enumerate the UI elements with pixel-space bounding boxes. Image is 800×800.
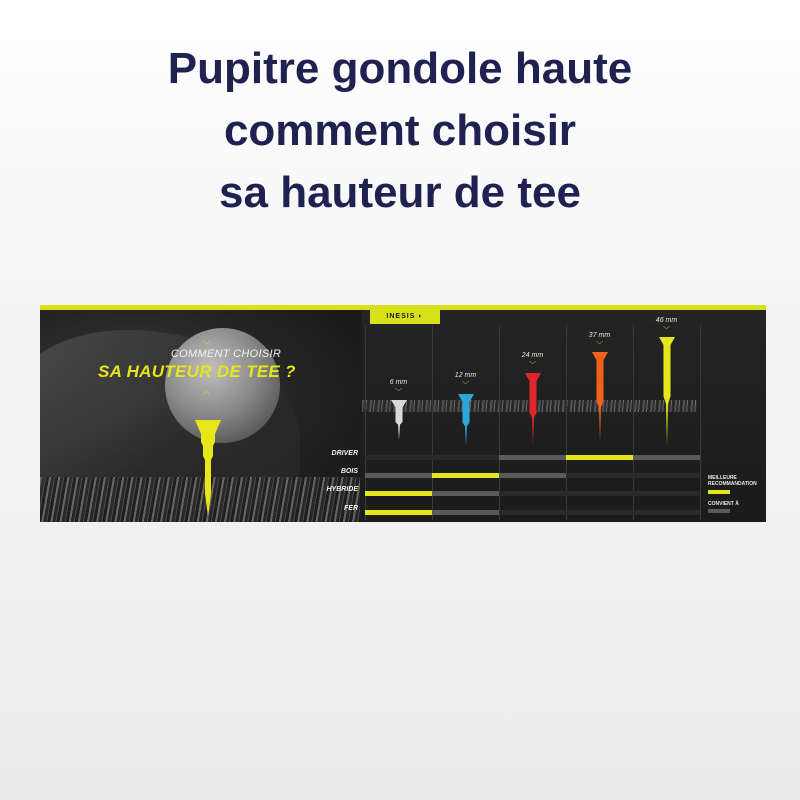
chevron-down-icon: ﹀ [462,382,469,389]
comment-choisir-text: COMMENT CHOISIR [170,348,282,360]
tee-size-label: 12 mm [454,372,477,379]
recommendation-bar-none [566,473,633,478]
grid-line [700,325,701,520]
recommendation-bar-best [365,510,432,515]
recommendation-bar-ok [633,455,700,460]
golf-tee-icon [592,352,608,442]
club-row-label: FER [344,505,358,512]
legend-best-swatch [708,490,730,494]
page-title [0,38,800,224]
brand-logo: INESIS [386,313,416,320]
recommendation-bar-none [499,491,566,496]
chevron-down-icon: ﹀ [663,327,670,334]
legend-ok-swatch [708,509,730,513]
recommendation-bar-ok [365,473,432,478]
recommendation-bar-best [566,455,633,460]
recommendation-bar-none [432,455,499,460]
recommendation-bar-ok [499,473,566,478]
headline-text: SA HAUTEUR DE TEE ? [98,362,296,381]
chevron-down-icon: ﹀ [529,362,536,369]
recommendation-bar-ok [432,491,499,496]
recommendation-bar-ok [432,510,499,515]
club-row-label: HYBRIDE [326,486,358,493]
recommendation-bar-best [365,491,432,496]
tee-size-label: 6 mm [389,379,408,386]
recommendation-bar-none [566,510,633,515]
legend-best-line-2: RECOMMANDATION [708,481,757,487]
recommendation-bar-none [499,510,566,515]
tee-size-label: 24 mm [521,352,544,359]
title-line-2: comment choisir [223,106,577,155]
brand-tab [370,310,440,324]
recommendation-bar-none [566,491,633,496]
recommendation-bar-none [633,473,700,478]
tee-height-banner [40,305,766,522]
golf-tee-icon [391,400,407,440]
golf-tee-icon [659,337,675,445]
tee-size-label: 46 mm [655,317,678,324]
recommendation-bar-none [365,455,432,460]
recommendation-bar-none [633,510,700,515]
club-row-label: DRIVER [331,450,358,457]
club-row-label: BOIS [340,468,358,475]
title-line-1: Pupitre gondole haute [167,44,633,93]
chevron-up-icon: ︿ [202,386,212,396]
tee-size-label: 37 mm [588,332,611,339]
legend-best-label [708,475,763,487]
golf-tee-icon [525,373,541,445]
chevron-down-icon: ﹀ [395,389,402,396]
legend-best-line-1: MEILLEURE [708,475,737,481]
legend-ok-label: CONVIENT À [708,501,739,507]
recommendation-bar-best [432,473,499,478]
golf-tee-icon [458,394,474,446]
recommendation-bar-none [633,491,700,496]
chevron-down-icon: ﹀ [596,342,603,349]
recommendation-bar-ok [499,455,566,460]
chevron-down-icon: ﹀ [202,340,212,350]
title-line-3: sa hauteur de tee [219,168,581,217]
yellow-tee-icon [193,420,223,516]
brand-circle-icon: ◐ [418,313,424,320]
